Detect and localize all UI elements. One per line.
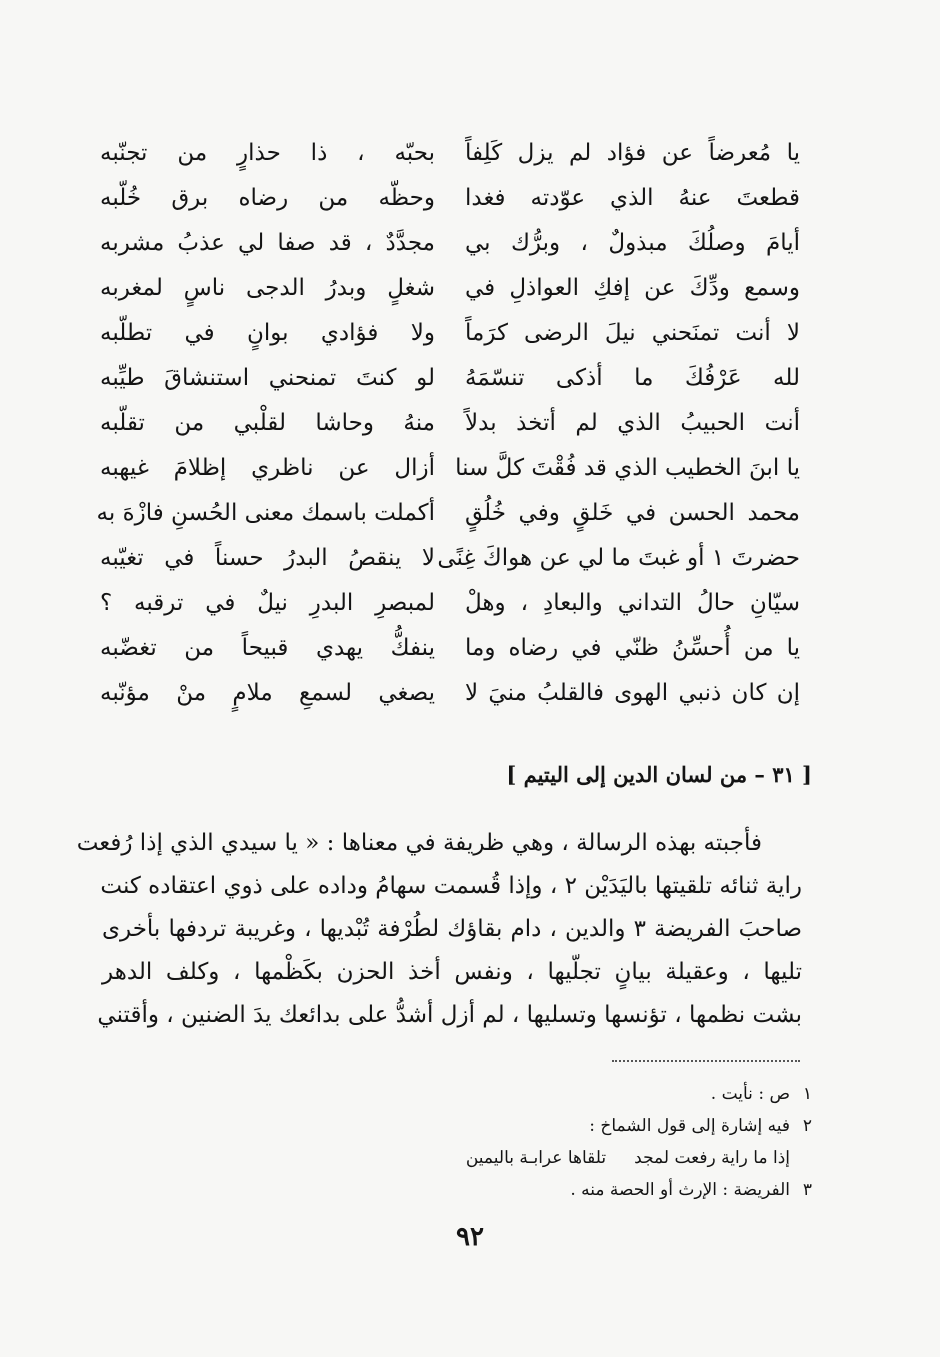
verse-second-hemistich: لا ينقصُ البدرُ حسناً في تغيّبه [100, 544, 435, 571]
verse-first-hemistich: حضرتَ ١ أو غبتَ ما لي عن هواكَ غِنًى [437, 544, 800, 571]
poem-verse [100, 220, 800, 265]
poem-verse [100, 310, 800, 355]
verse-first-hemistich: أنت الحبيبُ الذي لم أتخذ بدلاً [465, 409, 800, 436]
poem-verse [100, 130, 800, 175]
footnote-text: فيه إشارة إلى قول الشماخ : [589, 1116, 790, 1136]
poem-verse [100, 580, 800, 625]
paragraph-line: صاحبَ الفريضة ٣ والدين ، دام بقاؤك لطُرْفة تُبْديها ، وغريبة تردفها بأخرى [102, 916, 802, 942]
poem-verse [100, 355, 800, 400]
verse-second-hemistich: وحظّه من رضاه برق خُلّبه [100, 184, 435, 211]
poem-verse [100, 535, 800, 580]
footnote-text: ص : نأيت . [710, 1084, 790, 1104]
verse-second-hemistich: منهُ وحاشا لقلْبي من تقلّبه [100, 409, 435, 436]
verse-first-hemistich: إن كان ذنبي الهوى فالقلبُ منيَ لا [465, 679, 800, 706]
letter-paragraph [76, 822, 802, 1037]
poem-verse [96, 490, 800, 535]
footnote-quoted-verse [252, 1142, 812, 1174]
verse-first-hemistich: يا من أُحسِّنُ ظنّي في رضاه وما [465, 634, 800, 661]
verse-second-hemistich: ينفكُّ يهدي قبيحاً من تغضّبه [100, 634, 435, 661]
verse-second-hemistich: يصغي لسمعِ ملامٍ منْ مؤنّبه [100, 679, 435, 706]
footnote [252, 1078, 812, 1110]
verse-second-hemistich: أزال عن ناظري إظلامَ غيهبه [100, 454, 435, 481]
verse-first-hemistich: لا أنت تمنَحني نيلَ الرضى كرَماً [465, 319, 800, 346]
paragraph-line: فأجبته بهذه الرسالة ، وهي ظريفة في معناها : « يا سيدي الذي إذا رُفعت [76, 830, 762, 856]
verse-second-hemistich: ولا فؤادي بوانٍ في تطلّبه [100, 319, 435, 346]
poem-verse [100, 670, 800, 715]
verse-first-hemistich: لله عَرْفُكَ ما أذكى تنسّمَهُ [465, 364, 800, 391]
poem-verse [100, 400, 800, 445]
verse-first-hemistich: وسمع ودِّكَ عن إفكِ العواذلِ في [465, 274, 800, 301]
paragraph-line: تليها ، وعقيلة بيانٍ تجلّيها ، ونفس أخذ الحزن بكَظْمها ، وكلف الدهر [102, 959, 802, 985]
poem-verse [100, 625, 800, 670]
footnote-number: ٣ [802, 1180, 812, 1200]
verse-first-hemistich: قطعتَ عنهُ الذي عوّدته فغدا [465, 184, 800, 211]
quoted-verse-second-hemistich: تلقاها عرابـة باليمين [465, 1148, 607, 1168]
verse-first-hemistich: سيّانِ حالُ التداني والبعادِ ، وهلْ [465, 589, 800, 616]
footnotes [252, 1078, 812, 1206]
footnote-number: ١ [802, 1084, 812, 1104]
verse-second-hemistich: أكملت باسمك معنى الحُسنِ فازْهَ به [96, 499, 435, 526]
footnote [252, 1174, 812, 1206]
verse-first-hemistich: محمد الحسن في خَلقٍ وفي خُلُقٍ [465, 499, 800, 526]
footnote [252, 1110, 812, 1142]
poem-verse [100, 175, 800, 220]
verse-second-hemistich: لمبصرِ البدرِ نيلٌ في ترقبه ؟ [100, 589, 435, 616]
footnote-number: ٢ [802, 1116, 812, 1136]
footnote-text: الفريضة : الإرث أو الحصة منه . [570, 1180, 790, 1200]
page-number: ٩٢ [456, 1222, 484, 1252]
paragraph-line: راية ثنائه تلقيتها باليَدَيْن ٢ ، وإذا قُسمت سهامُ وداده على ذوي اعتقاده كنت [100, 873, 802, 899]
footnote-separator [612, 1060, 800, 1062]
verse-second-hemistich: شغلٍ وبدرُ الدجى ناسٍ لمغربه [100, 274, 435, 301]
paragraph-line: بشت نظمها ، تؤنسها وتسليها ، لم أزل أشدُّ على بدائعك يدَ الضنين ، وأقتني [97, 1002, 802, 1028]
verse-second-hemistich: مجدَّدٌ ، قد صفا لي عذبُ مشربه [100, 229, 435, 256]
poem-verse [100, 445, 800, 490]
poem [96, 130, 800, 715]
verse-first-hemistich: أيامَ وصلُكَ مبذولٌ ، وبرُّك بي [465, 229, 800, 256]
verse-second-hemistich: بحبّه ، ذا حذارٍ من تجنّبه [100, 139, 435, 166]
verse-second-hemistich: لو كنتَ تمنحني استنشاقَ طيِّبه [100, 364, 435, 391]
verse-first-hemistich: يا مُعرضاً عن فؤاد لم يزل كَلِفاً [465, 139, 800, 166]
verse-first-hemistich: يا ابنَ الخطيب الذي قد فُقْتَ كلَّ سنا [455, 454, 800, 481]
section-heading: [ ٣١ – من لسان الدين إلى اليتيم ] [506, 762, 812, 787]
quoted-verse-first-hemistich: إذا ما راية رفعت لمجد [634, 1148, 790, 1168]
poem-verse [100, 265, 800, 310]
